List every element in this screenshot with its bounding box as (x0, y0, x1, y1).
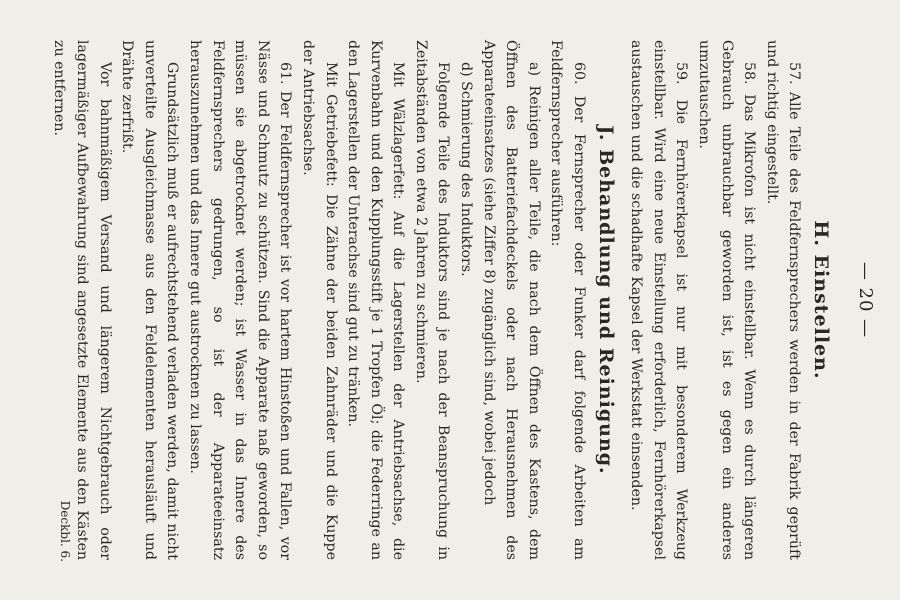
paragraph-60d-1: Folgende Teile des Induktors sind je nach der Beanspruchung in Zeitabständen von etwa 2 Jahren zu schmieren. (412, 40, 452, 560)
paragraph-61b: Grundsätzlich muß er aufrechtstehend verladen werden, damit nicht unverteilte Ausgleichmasse aus den Feldelementen herausläuft und Drähte zerfrißt. (119, 40, 181, 560)
paragraph-60d-2: Mit Wälzlagerfett: Auf die Lagerstellen der Antriebsachse, die Kurvenbahn und den Kupplungsstift je 1 Tropfen Öl; die Federringe an den Lagerstellen der Unterachse sind gut zu tränken. (345, 40, 407, 560)
paragraph-57: 57. Alle Teile des Feldfernsprechers werden in der Fabrik geprüft und richtig eingestellt. (763, 40, 803, 560)
paragraph-60d-3: Mit Getriebefett: Die Zähne der beiden Zahnräder und die Kuppe der Antriebsachse. (299, 40, 339, 560)
section-heading-h: H. Einstellen. (810, 220, 832, 380)
rotated-page-content (20, 20, 880, 580)
section-heading-j: J. Behandlung und Reinigung. (594, 125, 617, 475)
paragraph-61: 61. Der Feldfernsprecher ist vor hartem Hinstoßen und Fallen, vor Nässe und Schmutz zu schützen. Sind die Apparate naß geworden, so müssen sie abgetrocknet werden; ist Wasser in das Innere des Feldfernsprechers gedrungen, so ist der Apparateeinsatz herauszunehmen und das Innere gut austrocknen zu lassen. (186, 40, 294, 560)
document-body (48, 40, 840, 560)
paragraph-59: 59. Die Fernhörerkapsel ist nur mit besonderem Werkzeug einstellbar. Wird eine neue Einstellung erforderlich, Fernhörerkapsel austauschen und die schadhafte Kapsel der Werkstatt einsenden. (628, 40, 690, 560)
paragraph-58: 58. Das Mikrofon ist nicht einstellbar. Wenn es durch längeren Gebrauch unbrauchbar geworden ist, ist es gegen ein anderes umzutauschen. (696, 40, 758, 560)
paragraph-60a: a) Reinigen aller Teile, die nach dem Öffnen des Kastens, dem Öffnen des Batteriefachdeckels oder nach Herausnehmen des Apparateeinsatzes (siehe Ziffer 8) zugänglich sind, wobei jedoch (480, 40, 542, 560)
cover-sheet-label: Deckbl. 6. (58, 500, 72, 562)
paragraph-60d: d) Schmierung des Induktors. (458, 62, 475, 277)
paragraph-60: 60. Der Fernsprecher oder Funker darf folgende Arbeiten am Feldfernsprecher ausführen: (548, 40, 588, 560)
page-number: — 20 — (855, 261, 876, 339)
paragraph-61c: Vor bahnmäßigem Versand und längerem Nichtgebrauch oder lagermäßiger Aufbewahrung sind angesetzte Elemente aus den Kästen zu entfernen. (51, 40, 113, 560)
